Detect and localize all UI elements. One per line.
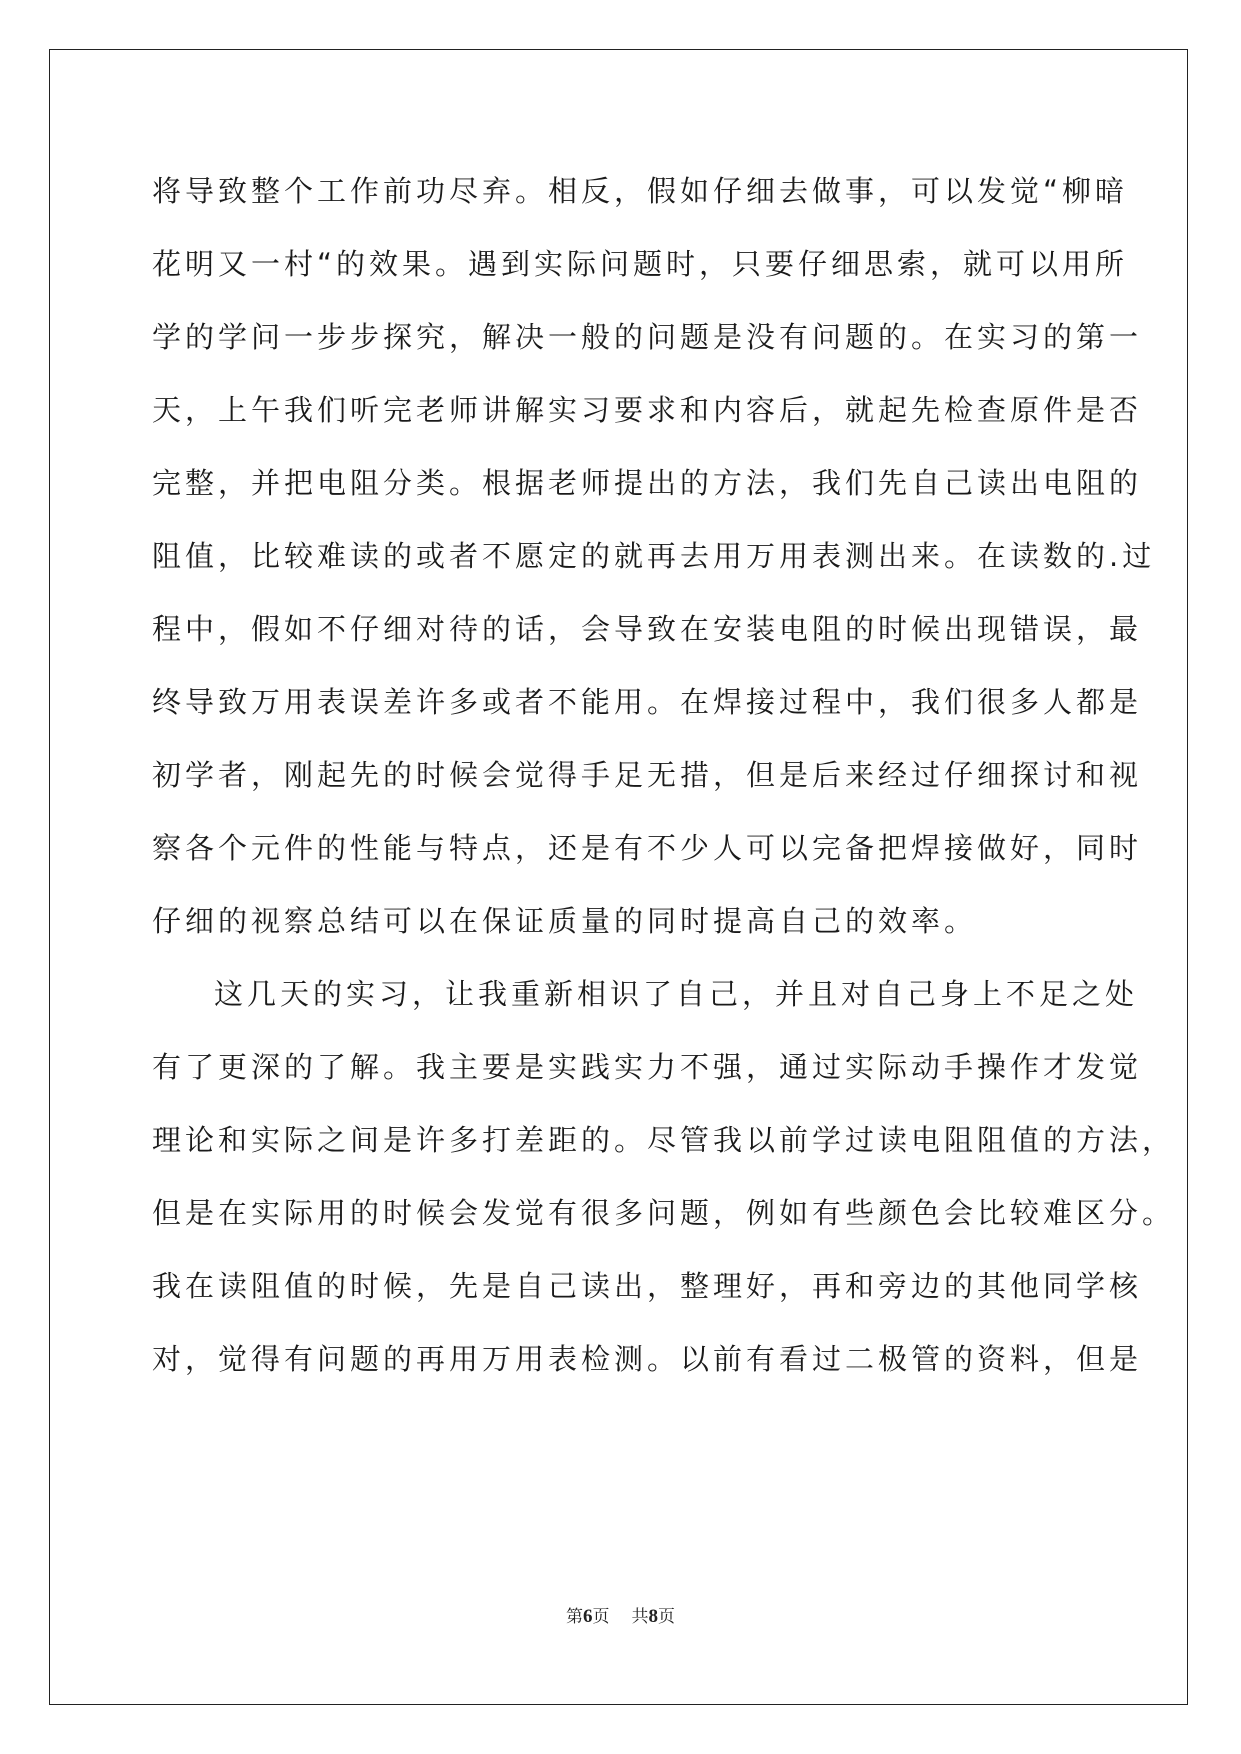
document-body	[152, 155, 1176, 1396]
text-line: 有了更深的了解。我主要是实践实力不强，通过实际动手操作才发觉	[152, 1050, 1143, 1084]
text-line: 对，觉得有问题的再用万用表检测。以前有看过二极管的资料，但是	[152, 1342, 1143, 1376]
total-suffix: 页	[658, 1607, 675, 1627]
text-line: 学的学问一步步探究，解决一般的问题是没有问题的。在实习的第一	[152, 320, 1143, 354]
page-suffix: 页	[592, 1607, 610, 1627]
total-prefix: 共	[631, 1607, 649, 1627]
text-line: 初学者，刚起先的时候会觉得手足无措，但是后来经过仔细探讨和视	[152, 758, 1143, 792]
page-number: 6	[583, 1606, 593, 1627]
text-line: 花明又一村“的效果。遇到实际问题时，只要仔细思索，就可以用所	[152, 247, 1129, 281]
total-pages: 8	[648, 1606, 658, 1627]
text-line: 这几天的实习，让我重新相识了自己，并且对自己身上不足之处	[214, 977, 1139, 1011]
text-line: 将导致整个工作前功尽弃。相反，假如仔细去做事，可以发觉“柳暗	[152, 174, 1129, 208]
text-line: 察各个元件的性能与特点，还是有不少人可以完备把焊接做好，同时	[152, 831, 1143, 865]
text-line: 天，上午我们听完老师讲解实习要求和内容后，就起先检查原件是否	[152, 393, 1143, 427]
page-footer	[0, 1602, 1241, 1628]
text-line: 终导致万用表误差许多或者不能用。在焊接过程中，我们很多人都是	[152, 685, 1143, 719]
page-prefix: 第	[566, 1607, 583, 1627]
text-line: 完整，并把电阻分类。根据老师提出的方法，我们先自己读出电阻的	[152, 466, 1143, 500]
text-line: 我在读阻值的时候，先是自己读出，整理好，再和旁边的其他同学核	[152, 1269, 1143, 1303]
paragraph	[152, 958, 1176, 1396]
text-line: 但是在实际用的时候会发觉有很多问题，例如有些颜色会比较难区分。	[152, 1196, 1176, 1230]
text-line: 阻值，比较难读的或者不愿定的就再去用万用表测出来。在读数的.过	[152, 539, 1156, 573]
text-line: 程中，假如不仔细对待的话，会导致在安装电阻的时候出现错误，最	[152, 612, 1143, 646]
text-line: 仔细的视察总结可以在保证质量的同时提高自己的效率。	[152, 904, 978, 938]
text-line: 理论和实际之间是许多打差距的。尽管我以前学过读电阻阻值的方法，	[152, 1123, 1176, 1157]
paragraph	[152, 155, 1156, 958]
